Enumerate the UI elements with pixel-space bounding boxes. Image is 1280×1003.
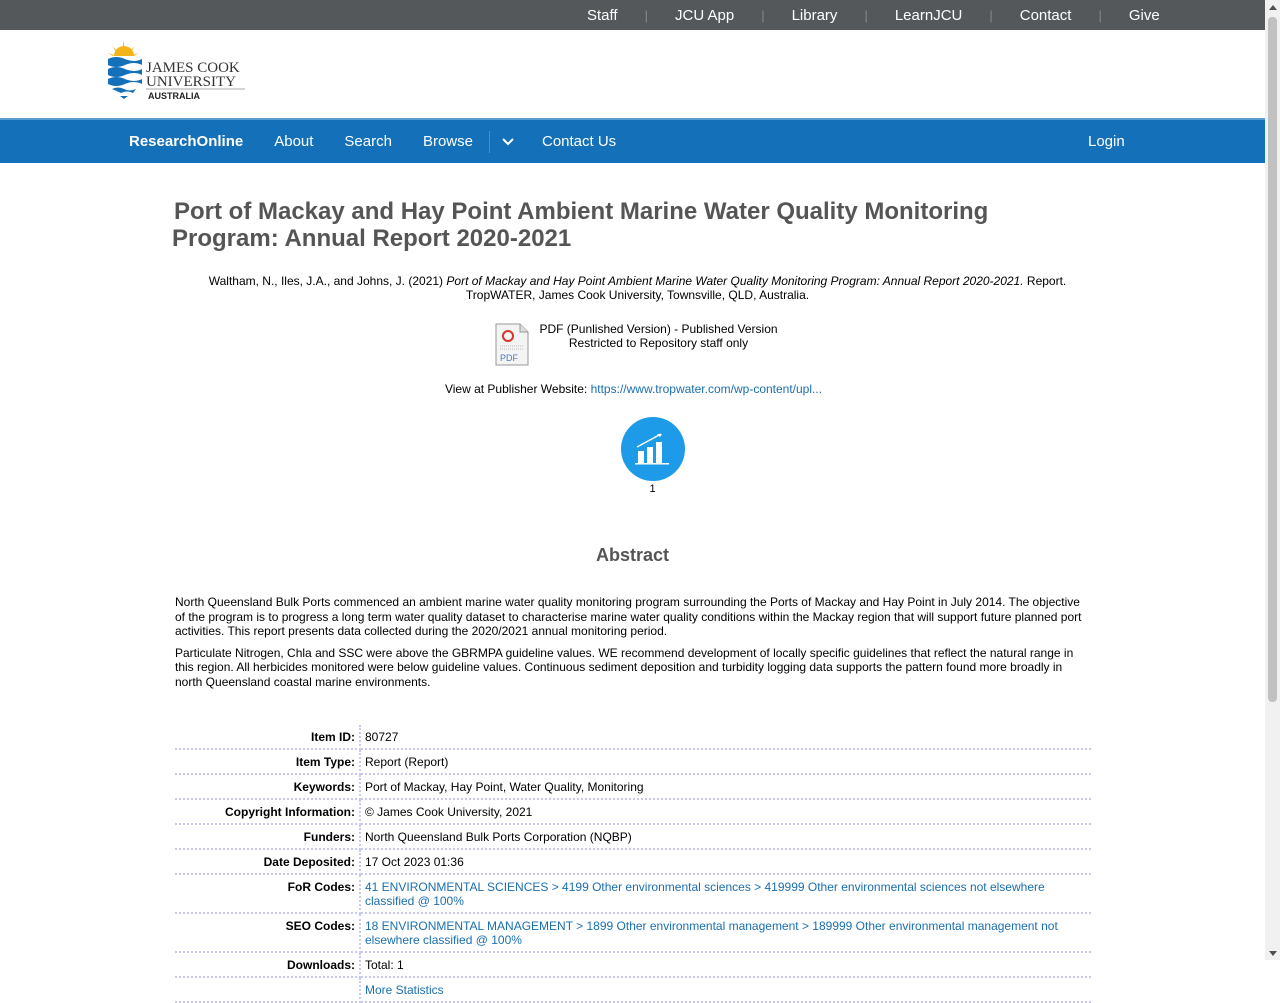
scroll-down-icon[interactable] [1269, 951, 1277, 956]
citation-type: Report. [1026, 274, 1067, 288]
separator: | [989, 7, 993, 23]
jcu-logo[interactable] [106, 40, 251, 102]
document-entry [0, 322, 1265, 368]
abstract-body [175, 595, 1085, 689]
nav-researchonline[interactable]: ResearchOnline [129, 133, 244, 150]
nav-about[interactable]: About [274, 133, 314, 150]
details-value: 17 Oct 2023 01:36 [360, 849, 1091, 874]
document-name: PDF (Punlished Version) - Published Version [539, 322, 778, 336]
details-value [360, 874, 1091, 913]
details-row [175, 874, 1091, 913]
nav-browse[interactable]: Browse [422, 133, 473, 150]
abstract-paragraph: Particulate Nitrogen, Chla and SSC were above the GBRMPA guideline values. WE recommend development of locally specific guidelines that reflect the natural range in this region. All herbicides monitored were below guideline values. Continuous sediment deposition and turbidity logging data supports the pattern found more broadly in north Queensland coastal marine environments. [175, 645, 1074, 689]
details-key: Date Deposited: [175, 849, 360, 874]
details-key [175, 977, 360, 1002]
citation-authors: Waltham, N., Iles, J.A., and Johns, J. (2021) [208, 274, 444, 288]
publisher-link[interactable]: https://www.tropwater.com/wp-content/upl... [590, 382, 823, 396]
scrollbar-thumb[interactable] [1268, 17, 1277, 702]
details-row [175, 725, 1091, 749]
statistics-button[interactable] [621, 417, 685, 481]
details-key: Downloads: [175, 952, 360, 977]
separator: | [1098, 7, 1102, 23]
topbar-link-jcu-app[interactable]: JCU App [674, 6, 735, 24]
publisher-website [0, 382, 1265, 396]
pdf-file-icon[interactable] [493, 322, 531, 368]
topbar-link-contact[interactable]: Contact [1019, 6, 1072, 24]
details-value: © James Cook University, 2021 [360, 799, 1091, 824]
top-utility-bar [0, 0, 1265, 30]
vertical-scrollbar[interactable] [1265, 0, 1280, 960]
details-key: Funders: [175, 824, 360, 849]
details-row [175, 749, 1091, 774]
details-row [175, 774, 1091, 799]
separator: | [644, 7, 648, 23]
separator: | [864, 7, 868, 23]
details-value: 80727 [360, 725, 1091, 749]
svg-text:PDF: PDF [500, 353, 519, 363]
details-value: Total: 1 [360, 952, 1091, 977]
details-link[interactable]: 41 ENVIRONMENTAL SCIENCES > 4199 Other environmental sciences > 419999 Other environmental sciences not elsewhere classified @ 100% [365, 880, 1045, 908]
citation-publisher: TropWATER, James Cook University, Townsville, QLD, Australia. [465, 288, 810, 302]
details-value: North Queensland Bulk Ports Corporation (NQBP) [360, 824, 1091, 849]
details-row [175, 799, 1091, 824]
svg-text:UNIVERSITY: UNIVERSITY [146, 74, 236, 90]
statistics-widget [0, 417, 1265, 495]
details-key: SEO Codes: [175, 913, 360, 952]
topbar-link-learnjcu[interactable]: LearnJCU [894, 6, 963, 24]
page-title [174, 198, 1014, 252]
abstract-heading: Abstract [595, 545, 670, 565]
svg-text:JAMES COOK: JAMES COOK [146, 60, 240, 76]
details-row [175, 849, 1091, 874]
nav-contact-us[interactable]: Contact Us [541, 133, 617, 150]
scroll-up-icon[interactable] [1269, 5, 1277, 10]
item-details-table [175, 725, 1091, 1003]
details-value [360, 977, 1091, 1002]
nav-login[interactable]: Login [1088, 133, 1125, 150]
details-key: Keywords: [175, 774, 360, 799]
details-link[interactable]: 18 ENVIRONMENTAL MANAGEMENT > 1899 Other environmental management > 189999 Other environmental management not elsewhere classified @ 100% [365, 919, 1058, 947]
document-access: Restricted to Repository staff only [568, 336, 749, 350]
header-logo-area [0, 30, 1265, 118]
nav-search[interactable]: Search [344, 133, 392, 150]
topbar-link-give[interactable]: Give [1128, 6, 1160, 24]
main-navigation [0, 118, 1265, 163]
bar-chart-icon [633, 433, 673, 465]
publisher-label: View at Publisher Website: [444, 382, 588, 396]
statistics-count: 1 [649, 483, 656, 495]
details-key: FoR Codes: [175, 874, 360, 913]
details-row [175, 824, 1091, 849]
details-value: Report (Report) [360, 749, 1091, 774]
details-key: Copyright Information: [175, 799, 360, 824]
svg-text:AUSTRALIA: AUSTRALIA [148, 91, 200, 101]
details-link[interactable]: More Statistics [365, 983, 444, 997]
details-row [175, 977, 1091, 1002]
topbar-link-staff[interactable]: Staff [587, 6, 618, 24]
details-value [360, 913, 1091, 952]
details-key: Item Type: [175, 749, 360, 774]
citation-title: Port of Mackay and Hay Point Ambient Marine Water Quality Monitoring Program: Annual Report 2020-2021. [446, 274, 1024, 288]
details-value: Port of Mackay, Hay Point, Water Quality, Monitoring [360, 774, 1091, 799]
title-line-1: Port of Mackay and Hay Point Ambient Marine Water Quality Monitoring [174, 198, 989, 225]
title-line-2: Program: Annual Report 2020-2021 [172, 225, 572, 252]
chevron-down-icon[interactable] [502, 138, 514, 146]
citation [183, 274, 1083, 302]
separator: | [761, 7, 765, 23]
abstract-paragraph: North Queensland Bulk Ports commenced an ambient marine water quality monitoring program surrounding the Ports of Mackay and Hay Point in July 2014. The objective of the program is to progress a long term water quality dataset to characterise marine water quality conditions within the Mackay region that will support future planned port activities. This report presents data collected during the 2020/2021 annual monitoring period. [175, 595, 1082, 638]
topbar-link-library[interactable]: Library [791, 6, 838, 24]
nav-divider [489, 131, 490, 153]
details-row [175, 913, 1091, 952]
details-row [175, 952, 1091, 977]
details-key: Item ID: [175, 725, 360, 749]
